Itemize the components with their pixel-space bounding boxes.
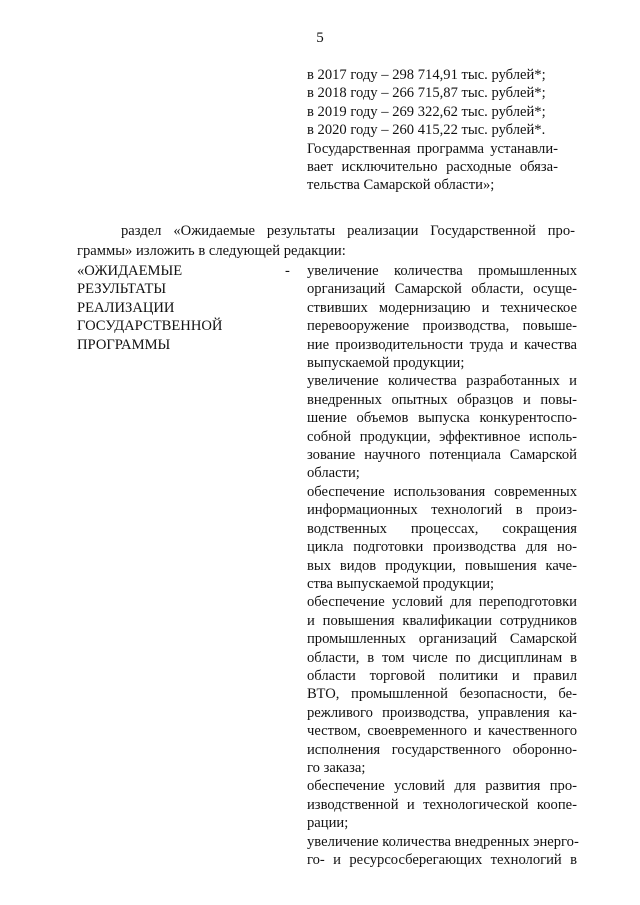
section-heading-line: ПРОГРАММЫ [77, 336, 171, 353]
section-heading-line: «ОЖИДАЕМЫЕ [77, 263, 183, 279]
results-line: внедренных опытных образцов и повы- [307, 391, 577, 408]
funding-line-2019: в 2019 году – 269 322,62 тыс. рублей*; [307, 103, 546, 120]
results-line: режливого производства, управления ка- [307, 704, 577, 721]
results-line: вых видов продукции, повышения каче- [307, 557, 577, 574]
results-line: увеличение количества промышленных [307, 263, 577, 279]
section-heading [77, 262, 277, 354]
results-line: рации; [307, 815, 349, 832]
results-line: ВТО, промышленной безопасности, бе- [307, 686, 577, 703]
heading-dash: - [285, 263, 290, 279]
results-line: ние производительности труда и качества [307, 336, 577, 353]
results-line: обеспечение условий для развития про- [307, 778, 577, 795]
section-intro-line: раздел «Ожидаемые результаты реализации Государственной про- [121, 223, 575, 239]
results-line: перевооружение производства, повыше- [307, 318, 577, 335]
section-heading-line: РЕЗУЛЬТАТЫ [77, 281, 167, 298]
results-line: зование научного потенциала Самарской [307, 447, 577, 464]
results-line: обеспечение условий для переподготовки [307, 594, 577, 611]
results-line: организаций Самарской области, осуще- [307, 281, 577, 298]
results-line: и повышения квалификации сотрудников [307, 612, 577, 629]
results-line: промышленных организаций Самарской [307, 631, 577, 648]
results-line: области торговой политики и правил [307, 667, 577, 684]
page-number: 5 [316, 30, 324, 46]
section-intro-line: граммы» изложить в следующей редакции: [77, 243, 346, 259]
section-heading-line: РЕАЛИЗАЦИИ [77, 299, 175, 316]
results-line: изводственной и технологической коопе- [307, 796, 577, 813]
expected-results-list [307, 262, 577, 869]
results-line: информационных технологий в произ- [307, 502, 577, 519]
obligations-text-line: тельства Самарской области»; [307, 177, 495, 194]
results-line: го- и ресурсосберегающих технологий в [307, 852, 577, 868]
results-line: ства выпускаемой продукции; [307, 575, 495, 592]
results-line: увеличение количества внедренных энерго- [307, 833, 579, 850]
funding-continuation-block [307, 66, 558, 195]
funding-line-2018: в 2018 году – 266 715,87 тыс. рублей*; [307, 85, 546, 102]
funding-line-2017: в 2017 году – 298 714,91 тыс. рублей*; [307, 67, 546, 83]
obligations-text-line: Государственная программа устанавли- [307, 140, 558, 157]
results-line: водственных процессах, сокращения [307, 520, 577, 537]
section-heading-line: ГОСУДАРСТВЕННОЙ [77, 318, 223, 335]
results-line: ствивших модернизацию и техническое [307, 299, 577, 316]
results-line: выпускаемой продукции; [307, 355, 465, 372]
results-line: цикла подготовки производства для но- [307, 539, 577, 556]
obligations-text-line: вает исключительно расходные обяза- [307, 159, 558, 176]
section-intro-paragraph [77, 221, 575, 261]
results-line: чеством, своевременного и качественного [307, 723, 577, 740]
results-line: области; [307, 465, 360, 482]
funding-line-2020: в 2020 году – 260 415,22 тыс. рублей*. [307, 122, 546, 139]
results-line: увеличение количества разработанных и [307, 373, 577, 390]
results-line: собной продукции, эффективное исполь- [307, 428, 577, 445]
results-line: шение объемов выпуска конкурентоспо- [307, 410, 577, 427]
results-line: области, в том числе по дисциплинам в [307, 649, 577, 666]
results-line: исполнения государственного оборонно- [307, 741, 577, 758]
results-line: обеспечение использования современных [307, 483, 577, 500]
results-line: го заказа; [307, 759, 366, 776]
